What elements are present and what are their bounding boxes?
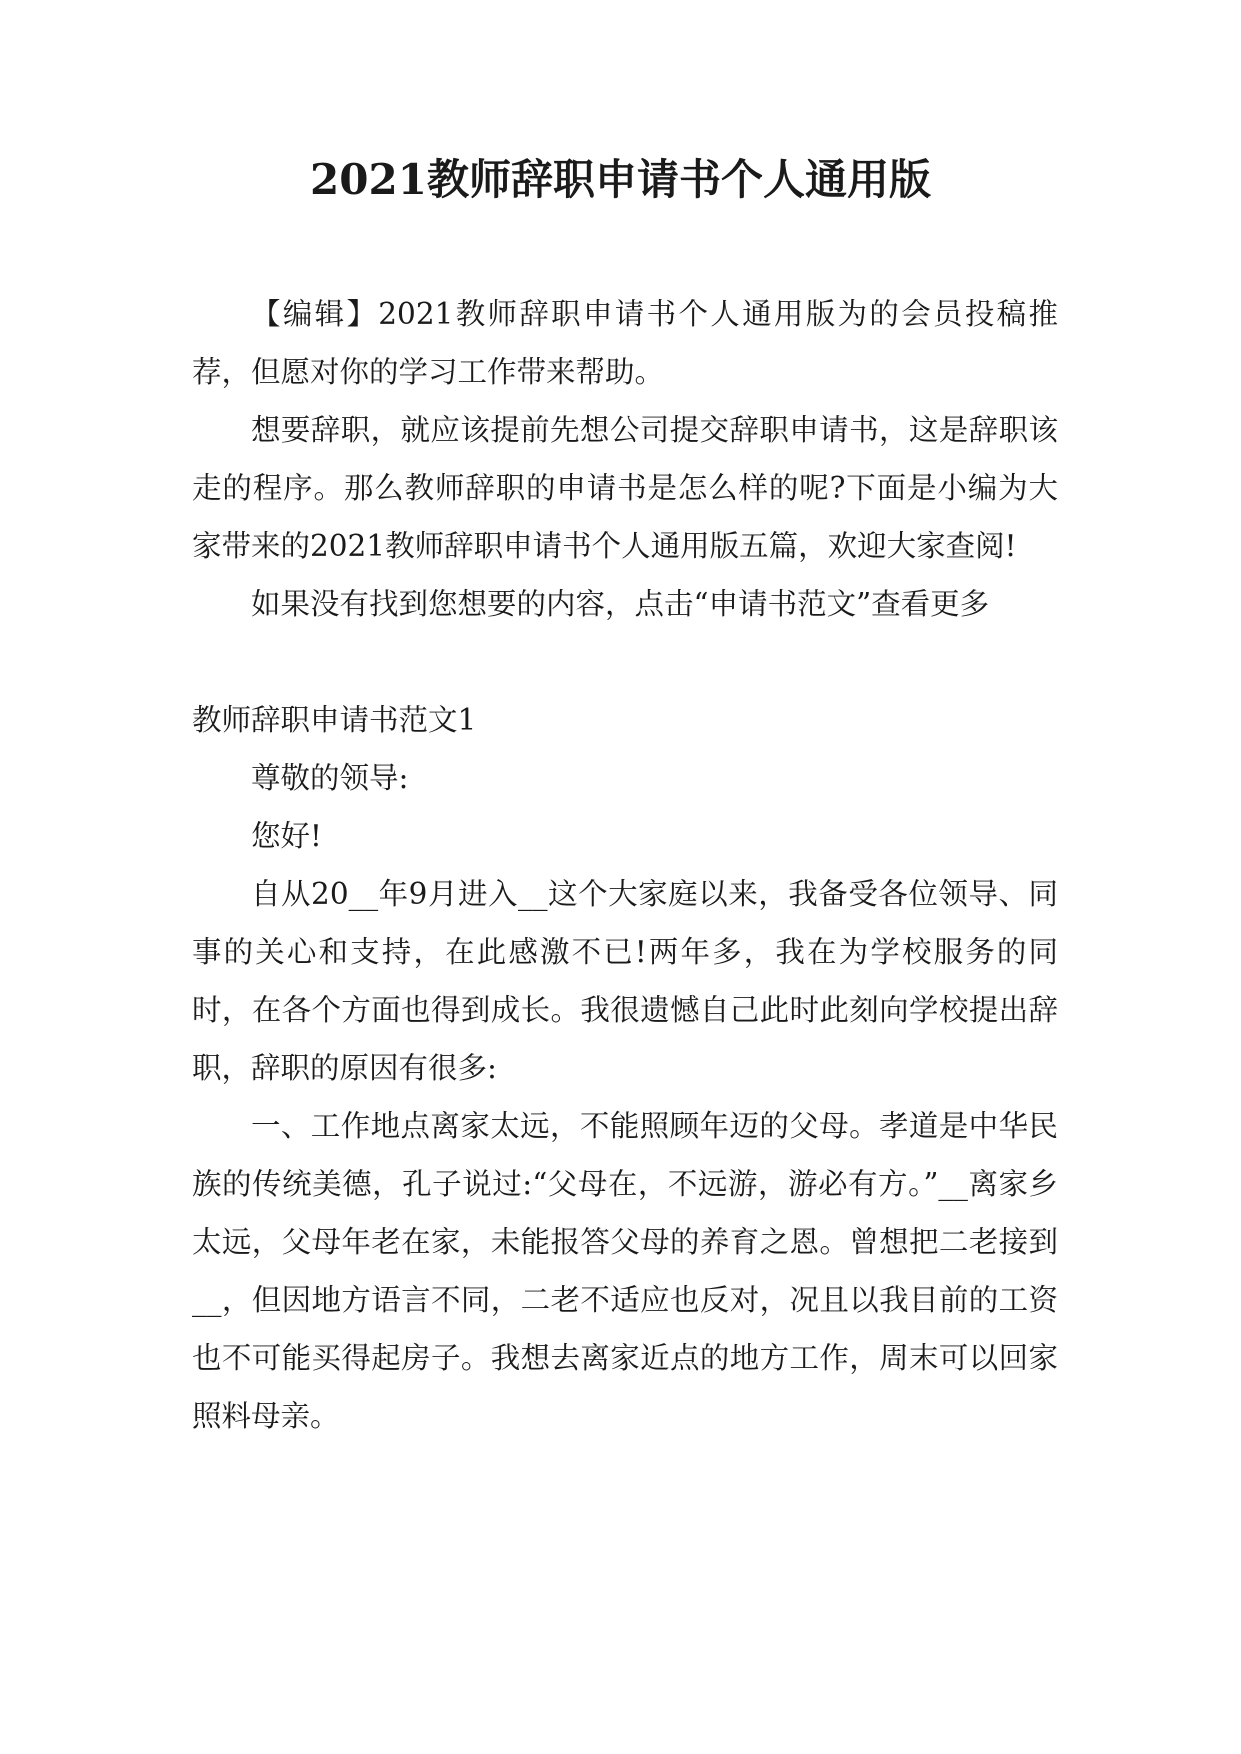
document-body [192, 285, 1058, 1445]
section-gap [192, 633, 1058, 691]
salutation: 尊敬的领导: [251, 761, 409, 795]
intro-paragraph: 想要辞职，就应该提前先想公司提交辞职申请书，这是辞职该走的程序。那么教师辞职的申请书是怎么样的呢?下面是小编为大家带来的2021教师辞职申请书个人通用版五篇，欢迎大家查阅! [192, 413, 1058, 563]
body-paragraph: 自从20__年9月进入__这个大家庭以来，我备受各位领导、同事的关心和支持，在此感激不已!两年多，我在为学校服务的同时，在各个方面也得到成长。我很遗憾自己此时此刻向学校提出辞职，辞职的原因有很多: [192, 877, 1058, 1085]
intro-paragraph: 【编辑】2021教师辞职申请书个人通用版为的会员投稿推荐，但愿对你的学习工作带来帮助。 [192, 297, 1058, 389]
body-paragraph: 一、工作地点离家太远，不能照顾年迈的父母。孝道是中华民族的传统美德，孔子说过:“父母在，不远游，游必有方。”__离家乡太远，父母年老在家，未能报答父母的养育之恩。曾想把二老接到__，但因地方语言不同，二老不适应也反对，况且以我目前的工资也不可能买得起房子。我想去离家近点的地方工作，周末可以回家照料母亲。 [192, 1109, 1058, 1433]
intro-paragraph: 如果没有找到您想要的内容，点击“申请书范文”查看更多 [251, 587, 990, 621]
section-heading: 教师辞职申请书范文1 [192, 703, 477, 737]
document-title: 2021教师辞职申请书个人通用版 [310, 155, 931, 204]
greeting: 您好! [251, 819, 322, 853]
